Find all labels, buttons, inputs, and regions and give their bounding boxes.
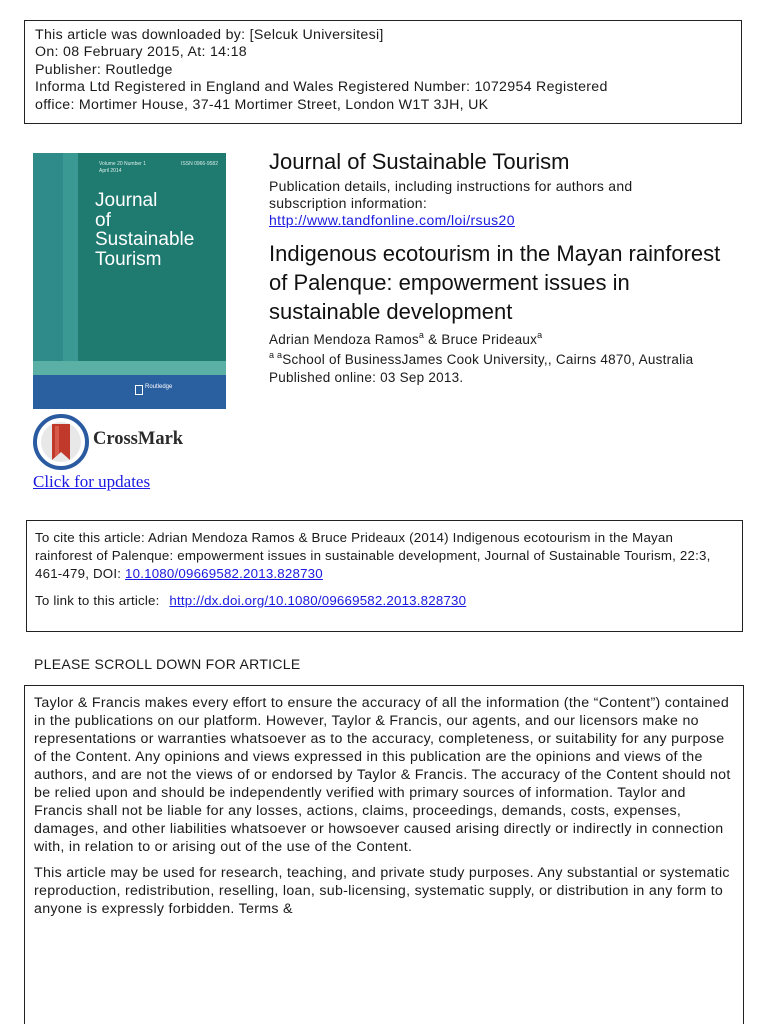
- journal-url-link[interactable]: http://www.tandfonline.com/loi/rsus20: [269, 212, 515, 228]
- download-notice-line: This article was downloaded by: [Selcuk Universitesi]: [35, 27, 384, 43]
- affiliation-text: School of BusinessJames Cook University,, Cairns 4870, Australia: [282, 352, 694, 367]
- cover-title-line: Sustainable: [95, 229, 195, 250]
- published-date: Published online: 03 Sep 2013.: [269, 370, 464, 385]
- article-title: Indigenous ecotourism in the Mayan rainforest of Palenque: empowerment issues in sustainable development: [269, 241, 721, 324]
- author-affiliation: [269, 350, 693, 367]
- journal-cover-image: [33, 153, 226, 409]
- download-notice-box: [24, 20, 742, 124]
- cover-title-line: Journal: [95, 190, 158, 211]
- cover-publisher-logo: Routledge: [145, 384, 173, 390]
- article-link-label: To link to this article:: [35, 593, 164, 608]
- author-affiliation-mark: a: [418, 330, 425, 340]
- download-notice-line: Informa Ltd Registered in England and Wales Registered Number: 1072954 Registered: [35, 79, 608, 96]
- crossmark-icon[interactable]: [33, 414, 89, 470]
- citation-text: [35, 529, 734, 583]
- author-name: Adrian Mendoza Ramos: [269, 332, 419, 347]
- article-doi-url-link[interactable]: http://dx.doi.org/10.1080/09669582.2013.828730: [169, 593, 467, 608]
- click-for-updates-link[interactable]: Click for updates: [33, 472, 151, 491]
- cover-stripe: [33, 361, 226, 375]
- routledge-logo-icon: [135, 385, 143, 395]
- article-link-line: [35, 592, 734, 610]
- disclaimer-box: [24, 685, 744, 1024]
- journal-title: Journal of Sustainable Tourism: [269, 149, 570, 174]
- cover-title-line: of: [95, 209, 111, 231]
- disclaimer-paragraph: This article may be used for research, teaching, and private study purposes. Any substantial or systematic reproduction, redistribution, reselling, loan, sub-licensing, systematic supply, or distribution in any form to anyone is expressly forbidden. Terms &: [34, 865, 730, 917]
- article-authors: [269, 330, 542, 347]
- cover-stripe: [33, 375, 226, 409]
- citation-box: [26, 520, 743, 632]
- cover-title-line: Tourism: [95, 248, 162, 270]
- scroll-down-note: PLEASE SCROLL DOWN FOR ARTICLE: [34, 656, 301, 672]
- crossmark-label[interactable]: CrossMark: [93, 429, 184, 449]
- cover-volume-info: Volume 20 Number 1 April 2014: [99, 161, 146, 174]
- publication-details: Publication details, including instructions for authors and subscription information:: [269, 178, 633, 211]
- download-notice-line: Publisher: Routledge: [35, 61, 173, 78]
- disclaimer-paragraph: Taylor & Francis makes every effort to ensure the accuracy of all the information (the “Content”) contained in the publications on our platform. However, Taylor & Francis, our agents, and our licensors make no representations or warranties whatsoever as to the accuracy, completeness, or suitability for any purpose of the Content. Any opinions and views expressed in this publication are the opinions and views of the authors, and are not the views of or endorsed by Taylor & Francis. The accuracy of the Content should not be relied upon and should be independently verified with primary sources of information. Taylor and Francis shall not be liable for any losses, actions, claims, proceedings, demands, costs, expenses, damages, and other liabilities whatsoever or howsoever caused arising directly or indirectly in connection with, in relation to or arising out of the use of the Content.: [34, 695, 731, 855]
- cover-issn: ISSN 0966-9582: [181, 161, 218, 167]
- affiliation-mark: a a: [269, 350, 283, 360]
- download-notice-line: On: 08 February 2015, At: 14:18: [35, 44, 247, 61]
- author-affiliation-mark: a: [537, 330, 543, 340]
- download-notice-line: office: Mortimer House, 37-41 Mortimer Street, London W1T 3JH, UK: [35, 96, 489, 113]
- citation-body: To cite this article: Adrian Mendoza Ramos & Bruce Prideaux (2014) Indigenous ecotourism in the Mayan rainforest of Palenque: empowerment issues in sustainable development, Journal of Sustainable Tourism, 22:3, 461-479, DOI:: [35, 530, 711, 581]
- author-name: & Bruce Prideaux: [424, 332, 538, 347]
- cover-title: [95, 191, 194, 269]
- doi-link[interactable]: 10.1080/09669582.2013.828730: [125, 566, 323, 581]
